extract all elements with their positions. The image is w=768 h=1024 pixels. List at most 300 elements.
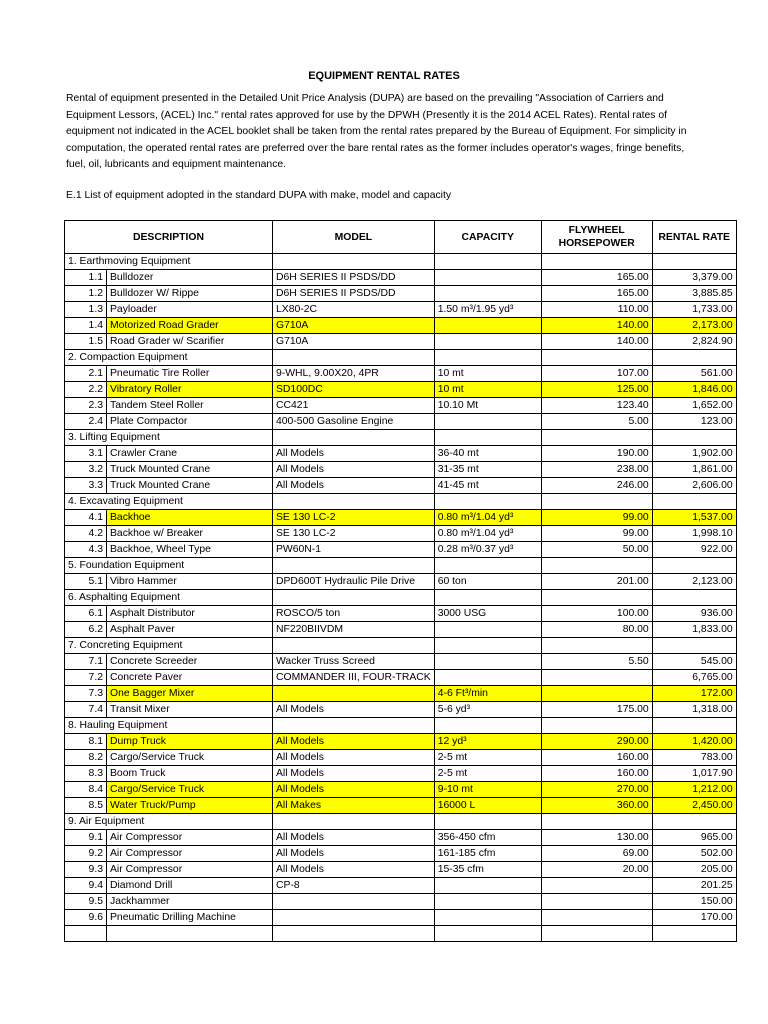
item-model: All Models	[273, 462, 435, 478]
empty-cell	[541, 494, 652, 510]
item-horsepower: 99.00	[541, 510, 652, 526]
item-number: 9.6	[65, 910, 107, 926]
item-description: Bulldozer W/ Rippe	[107, 286, 273, 302]
section-label: 7. Concreting Equipment	[65, 638, 273, 654]
item-horsepower: 107.00	[541, 366, 652, 382]
empty-cell	[273, 590, 435, 606]
item-rental-rate: 1,902.00	[652, 446, 736, 462]
blank-row	[65, 926, 737, 942]
empty-cell	[65, 926, 107, 942]
item-rental-rate: 1,846.00	[652, 382, 736, 398]
item-rental-rate: 201.25	[652, 878, 736, 894]
item-rental-rate: 123.00	[652, 414, 736, 430]
item-capacity: 0.80 m³/1.04 yd³	[434, 526, 541, 542]
item-capacity: 16000 L	[434, 798, 541, 814]
table-row	[65, 894, 737, 910]
item-capacity: 10 mt	[434, 382, 541, 398]
item-number: 1.5	[65, 334, 107, 350]
item-horsepower: 160.00	[541, 750, 652, 766]
item-description: Boom Truck	[107, 766, 273, 782]
empty-cell	[434, 638, 541, 654]
empty-cell	[541, 558, 652, 574]
list-caption: E.1 List of equipment adopted in the standard DUPA with make, model and capacity	[66, 190, 452, 201]
item-horsepower	[541, 910, 652, 926]
intro-paragraph: Rental of equipment presented in the Detailed Unit Price Analysis (DUPA) are based on the prevailing "Association of Carriers and Equipment Lessors, (ACEL) Inc." rental rates approved for use by the DPWH (Presently it is the 2014 ACEL Rates). Rental rates of equipment not indicated in the ACEL booklet shall be taken from the rental rates prepared by the Bureau of Equipment. For simplicity in computation, the operated rental rates are preferred over the bare rental rates as the former includes operator's wages, fringe benefits, fuel, oil, lubricants and equipment maintenance.	[66, 93, 687, 170]
item-rental-rate: 2,450.00	[652, 798, 736, 814]
item-capacity: 12 yd³	[434, 734, 541, 750]
item-description: Concrete Paver	[107, 670, 273, 686]
section-row	[65, 590, 737, 606]
item-horsepower: 20.00	[541, 862, 652, 878]
section-label: 8. Hauling Equipment	[65, 718, 273, 734]
item-description: Asphalt Paver	[107, 622, 273, 638]
item-horsepower	[541, 670, 652, 686]
item-capacity: 0.28 m³/0.37 yd³	[434, 542, 541, 558]
item-number: 1.3	[65, 302, 107, 318]
item-description: Vibro Hammer	[107, 574, 273, 590]
item-model: PW60N-1	[273, 542, 435, 558]
item-rental-rate: 1,833.00	[652, 622, 736, 638]
empty-cell	[541, 430, 652, 446]
table-row	[65, 862, 737, 878]
item-capacity: 356-450 cfm	[434, 830, 541, 846]
item-rental-rate: 965.00	[652, 830, 736, 846]
item-description: Backhoe	[107, 510, 273, 526]
item-horsepower: 190.00	[541, 446, 652, 462]
item-description: Tandem Steel Roller	[107, 398, 273, 414]
item-capacity: 5-6 yd³	[434, 702, 541, 718]
item-capacity	[434, 270, 541, 286]
item-rental-rate: 1,318.00	[652, 702, 736, 718]
item-horsepower: 69.00	[541, 846, 652, 862]
item-rental-rate: 1,212.00	[652, 782, 736, 798]
item-horsepower	[541, 894, 652, 910]
table-body	[65, 254, 737, 942]
table-row	[65, 382, 737, 398]
item-description: Payloader	[107, 302, 273, 318]
item-horsepower: 165.00	[541, 270, 652, 286]
item-description: Concrete Screeder	[107, 654, 273, 670]
item-rental-rate: 783.00	[652, 750, 736, 766]
item-horsepower: 125.00	[541, 382, 652, 398]
empty-cell	[273, 350, 435, 366]
item-model: All Makes	[273, 798, 435, 814]
section-row	[65, 558, 737, 574]
item-capacity	[434, 286, 541, 302]
empty-cell	[652, 590, 736, 606]
item-number: 2.2	[65, 382, 107, 398]
item-capacity: 15-35 cfm	[434, 862, 541, 878]
item-model: SE 130 LC-2	[273, 510, 435, 526]
item-horsepower: 50.00	[541, 542, 652, 558]
empty-cell	[273, 430, 435, 446]
item-description: Pneumatic Drilling Machine	[107, 910, 273, 926]
empty-cell	[652, 814, 736, 830]
item-horsepower: 130.00	[541, 830, 652, 846]
item-number: 8.3	[65, 766, 107, 782]
item-rental-rate: 545.00	[652, 654, 736, 670]
table-row	[65, 702, 737, 718]
section-label: 5. Foundation Equipment	[65, 558, 273, 574]
table-row	[65, 782, 737, 798]
item-capacity: 10 mt	[434, 366, 541, 382]
item-rental-rate: 1,652.00	[652, 398, 736, 414]
item-horsepower: 165.00	[541, 286, 652, 302]
item-rental-rate: 922.00	[652, 542, 736, 558]
header-horsepower: FLYWHEEL HORSEPOWER	[541, 221, 652, 254]
item-rental-rate: 205.00	[652, 862, 736, 878]
empty-cell	[652, 254, 736, 270]
item-model: NF220BIIVDM	[273, 622, 435, 638]
item-description: Road Grader w/ Scarifier	[107, 334, 273, 350]
item-number: 8.1	[65, 734, 107, 750]
table-row	[65, 318, 737, 334]
item-capacity	[434, 670, 541, 686]
empty-cell	[434, 494, 541, 510]
item-rental-rate: 1,861.00	[652, 462, 736, 478]
item-model: All Models	[273, 478, 435, 494]
item-description: Jackhammer	[107, 894, 273, 910]
item-number: 8.2	[65, 750, 107, 766]
item-number: 2.1	[65, 366, 107, 382]
table-row	[65, 334, 737, 350]
item-rental-rate: 3,379.00	[652, 270, 736, 286]
table-row	[65, 542, 737, 558]
item-model	[273, 910, 435, 926]
empty-cell	[652, 718, 736, 734]
item-model	[273, 894, 435, 910]
table-row	[65, 878, 737, 894]
empty-cell	[434, 350, 541, 366]
item-number: 3.3	[65, 478, 107, 494]
item-capacity: 3000 USG	[434, 606, 541, 622]
item-capacity: 0.80 m³/1.04 yd³	[434, 510, 541, 526]
item-rental-rate: 1,733.00	[652, 302, 736, 318]
item-number: 7.3	[65, 686, 107, 702]
item-rental-rate: 170.00	[652, 910, 736, 926]
item-capacity: 31-35 mt	[434, 462, 541, 478]
empty-cell	[434, 254, 541, 270]
table-row	[65, 574, 737, 590]
table-row	[65, 750, 737, 766]
item-number: 3.1	[65, 446, 107, 462]
table-row	[65, 286, 737, 302]
item-rental-rate: 2,173.00	[652, 318, 736, 334]
table-row	[65, 846, 737, 862]
item-model: All Models	[273, 446, 435, 462]
empty-cell	[434, 590, 541, 606]
empty-cell	[652, 558, 736, 574]
section-label: 4. Excavating Equipment	[65, 494, 273, 510]
empty-cell	[273, 558, 435, 574]
item-rental-rate: 1,537.00	[652, 510, 736, 526]
item-rental-rate: 502.00	[652, 846, 736, 862]
empty-cell	[652, 926, 736, 942]
item-horsepower: 123.40	[541, 398, 652, 414]
item-number: 1.2	[65, 286, 107, 302]
item-description: One Bagger Mixer	[107, 686, 273, 702]
item-rental-rate: 2,606.00	[652, 478, 736, 494]
item-horsepower: 290.00	[541, 734, 652, 750]
item-horsepower: 110.00	[541, 302, 652, 318]
table-row	[65, 270, 737, 286]
item-horsepower: 160.00	[541, 766, 652, 782]
empty-cell	[273, 718, 435, 734]
header-model: MODEL	[273, 221, 435, 254]
item-description: Truck Mounted Crane	[107, 478, 273, 494]
item-number: 9.3	[65, 862, 107, 878]
item-number: 9.2	[65, 846, 107, 862]
item-horsepower: 238.00	[541, 462, 652, 478]
item-rental-rate: 936.00	[652, 606, 736, 622]
table-row	[65, 478, 737, 494]
table-row	[65, 302, 737, 318]
item-capacity: 60 ton	[434, 574, 541, 590]
item-number: 2.3	[65, 398, 107, 414]
item-horsepower: 140.00	[541, 318, 652, 334]
header-description: DESCRIPTION	[65, 221, 273, 254]
empty-cell	[652, 638, 736, 654]
item-description: Transit Mixer	[107, 702, 273, 718]
empty-cell	[541, 590, 652, 606]
empty-cell	[273, 254, 435, 270]
item-rental-rate: 2,824.90	[652, 334, 736, 350]
item-description: Vibratory Roller	[107, 382, 273, 398]
item-capacity	[434, 878, 541, 894]
section-label: 6. Asphalting Equipment	[65, 590, 273, 606]
header-capacity: CAPACITY	[434, 221, 541, 254]
section-row	[65, 718, 737, 734]
item-capacity: 161-185 cfm	[434, 846, 541, 862]
item-rental-rate: 172.00	[652, 686, 736, 702]
empty-cell	[652, 430, 736, 446]
item-model: Wacker Truss Screed	[273, 654, 435, 670]
item-description: Cargo/Service Truck	[107, 782, 273, 798]
table-row	[65, 766, 737, 782]
empty-cell	[434, 814, 541, 830]
empty-cell	[434, 926, 541, 942]
table-row	[65, 686, 737, 702]
item-horsepower: 99.00	[541, 526, 652, 542]
section-row	[65, 638, 737, 654]
item-description: Diamond Drill	[107, 878, 273, 894]
item-model: All Models	[273, 702, 435, 718]
item-number: 6.2	[65, 622, 107, 638]
section-row	[65, 814, 737, 830]
item-model: G710A	[273, 318, 435, 334]
item-horsepower: 360.00	[541, 798, 652, 814]
item-rental-rate: 3,885.85	[652, 286, 736, 302]
item-horsepower: 100.00	[541, 606, 652, 622]
item-horsepower: 5.00	[541, 414, 652, 430]
item-capacity	[434, 894, 541, 910]
item-capacity: 41-45 mt	[434, 478, 541, 494]
item-horsepower	[541, 686, 652, 702]
empty-cell	[652, 494, 736, 510]
item-description: Pneumatic Tire Roller	[107, 366, 273, 382]
table-row	[65, 366, 737, 382]
item-capacity	[434, 910, 541, 926]
section-label: 2. Compaction Equipment	[65, 350, 273, 366]
item-description: Crawler Crane	[107, 446, 273, 462]
table-row	[65, 606, 737, 622]
item-rental-rate: 6,765.00	[652, 670, 736, 686]
item-number: 6.1	[65, 606, 107, 622]
item-model: LX80-2C	[273, 302, 435, 318]
empty-cell	[541, 718, 652, 734]
empty-cell	[541, 638, 652, 654]
item-rental-rate: 561.00	[652, 366, 736, 382]
item-horsepower: 246.00	[541, 478, 652, 494]
item-horsepower: 175.00	[541, 702, 652, 718]
item-model: DPD600T Hydraulic Pile Drive	[273, 574, 435, 590]
item-model: CP-8	[273, 878, 435, 894]
empty-cell	[107, 926, 273, 942]
item-number: 5.1	[65, 574, 107, 590]
item-model: CC421	[273, 398, 435, 414]
item-model: All Models	[273, 862, 435, 878]
table-row	[65, 670, 737, 686]
table-row	[65, 446, 737, 462]
item-number: 4.2	[65, 526, 107, 542]
table-row	[65, 414, 737, 430]
item-model: All Models	[273, 734, 435, 750]
item-model: ROSCO/5 ton	[273, 606, 435, 622]
item-rental-rate: 1,998.10	[652, 526, 736, 542]
item-horsepower: 270.00	[541, 782, 652, 798]
item-rental-rate: 2,123.00	[652, 574, 736, 590]
item-number: 1.4	[65, 318, 107, 334]
item-model: 400-500 Gasoline Engine	[273, 414, 435, 430]
item-model: SD100DC	[273, 382, 435, 398]
item-description: Cargo/Service Truck	[107, 750, 273, 766]
item-capacity: 10.10 Mt	[434, 398, 541, 414]
item-description: Dump Truck	[107, 734, 273, 750]
section-row	[65, 430, 737, 446]
item-rental-rate: 1,420.00	[652, 734, 736, 750]
table-row	[65, 654, 737, 670]
item-capacity	[434, 414, 541, 430]
table-row	[65, 462, 737, 478]
item-description: Backhoe, Wheel Type	[107, 542, 273, 558]
empty-cell	[541, 814, 652, 830]
empty-cell	[434, 558, 541, 574]
section-row	[65, 350, 737, 366]
empty-cell	[434, 718, 541, 734]
empty-cell	[434, 430, 541, 446]
empty-cell	[541, 926, 652, 942]
item-model	[273, 686, 435, 702]
item-model: All Models	[273, 782, 435, 798]
item-number: 7.4	[65, 702, 107, 718]
item-number: 4.3	[65, 542, 107, 558]
item-number: 9.4	[65, 878, 107, 894]
item-horsepower	[541, 878, 652, 894]
table-row	[65, 830, 737, 846]
item-description: Air Compressor	[107, 846, 273, 862]
item-description: Plate Compactor	[107, 414, 273, 430]
table-row	[65, 622, 737, 638]
item-model: D6H SERIES II PSDS/DD	[273, 270, 435, 286]
section-label: 1. Earthmoving Equipment	[65, 254, 273, 270]
item-number: 9.5	[65, 894, 107, 910]
header-rental-rate: RENTAL RATE	[652, 221, 736, 254]
item-horsepower: 201.00	[541, 574, 652, 590]
item-description: Asphalt Distributor	[107, 606, 273, 622]
table-row	[65, 734, 737, 750]
item-number: 2.4	[65, 414, 107, 430]
item-description: Air Compressor	[107, 862, 273, 878]
item-capacity: 36-40 mt	[434, 446, 541, 462]
item-model: COMMANDER III, FOUR-TRACK	[273, 670, 435, 686]
section-row	[65, 254, 737, 270]
item-description: Air Compressor	[107, 830, 273, 846]
item-capacity: 2-5 mt	[434, 750, 541, 766]
item-number: 9.1	[65, 830, 107, 846]
page-title: EQUIPMENT RENTAL RATES	[308, 70, 460, 82]
item-description: Motorized Road Grader	[107, 318, 273, 334]
empty-cell	[273, 814, 435, 830]
item-description: Backhoe w/ Breaker	[107, 526, 273, 542]
item-model: G710A	[273, 334, 435, 350]
table-row	[65, 798, 737, 814]
item-capacity: 4-6 Ft³/min	[434, 686, 541, 702]
item-horsepower: 140.00	[541, 334, 652, 350]
empty-cell	[273, 638, 435, 654]
item-number: 7.2	[65, 670, 107, 686]
item-model: D6H SERIES II PSDS/DD	[273, 286, 435, 302]
item-model: All Models	[273, 846, 435, 862]
item-number: 8.4	[65, 782, 107, 798]
table-row	[65, 510, 737, 526]
empty-cell	[273, 494, 435, 510]
table-row	[65, 910, 737, 926]
equipment-rental-table	[64, 220, 737, 942]
item-number: 3.2	[65, 462, 107, 478]
item-horsepower: 5.50	[541, 654, 652, 670]
item-capacity	[434, 654, 541, 670]
section-label: 3. Lifting Equipment	[65, 430, 273, 446]
empty-cell	[652, 350, 736, 366]
item-model: All Models	[273, 766, 435, 782]
item-capacity: 2-5 mt	[434, 766, 541, 782]
table-header-row	[65, 221, 737, 254]
item-description: Truck Mounted Crane	[107, 462, 273, 478]
item-capacity	[434, 334, 541, 350]
item-model: 9-WHL, 9.00X20, 4PR	[273, 366, 435, 382]
empty-cell	[273, 926, 435, 942]
item-model: All Models	[273, 750, 435, 766]
item-horsepower: 80.00	[541, 622, 652, 638]
item-number: 1.1	[65, 270, 107, 286]
item-capacity	[434, 622, 541, 638]
item-description: Water Truck/Pump	[107, 798, 273, 814]
empty-cell	[541, 350, 652, 366]
item-model: SE 130 LC-2	[273, 526, 435, 542]
item-rental-rate: 150.00	[652, 894, 736, 910]
empty-cell	[541, 254, 652, 270]
table-row	[65, 398, 737, 414]
item-capacity: 1.50 m³/1.95 yd³	[434, 302, 541, 318]
item-capacity: 9-10 mt	[434, 782, 541, 798]
section-label: 9. Air Equipment	[65, 814, 273, 830]
item-rental-rate: 1,017.90	[652, 766, 736, 782]
table-row	[65, 526, 737, 542]
item-number: 7.1	[65, 654, 107, 670]
section-row	[65, 494, 737, 510]
item-description: Bulldozer	[107, 270, 273, 286]
item-number: 4.1	[65, 510, 107, 526]
